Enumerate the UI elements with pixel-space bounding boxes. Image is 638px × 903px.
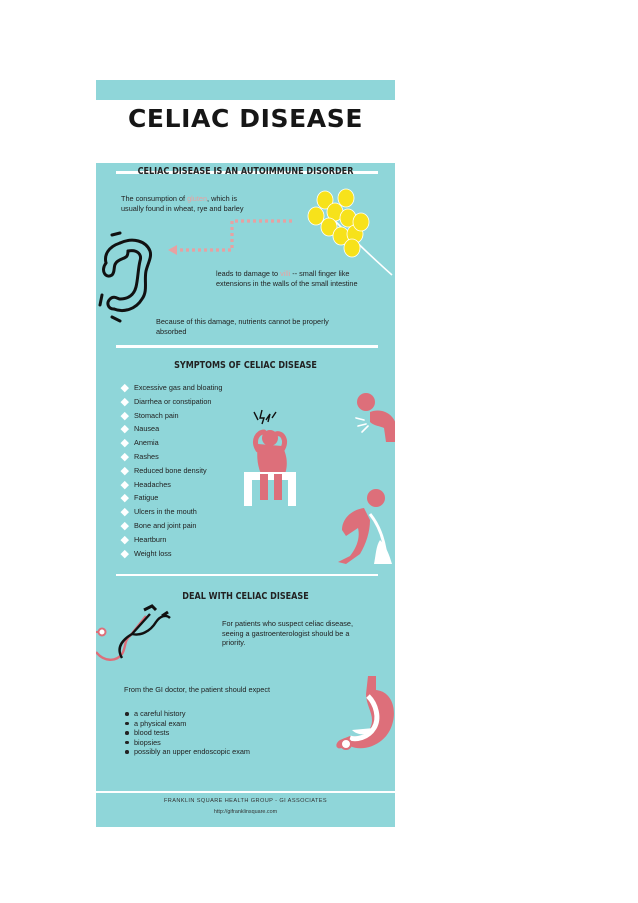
symptom-label: Diarrhea or constipation (134, 396, 212, 406)
arrow-left-icon (166, 212, 296, 262)
section2-divider (116, 574, 378, 576)
headache-person-icon (236, 410, 316, 506)
footer-divider (96, 791, 395, 793)
symptom-label: Bone and joint pain (134, 520, 197, 530)
villi-text-end: -- small finger like extensions in the walls of the small intestine (216, 269, 358, 288)
diamond-bullet-icon (121, 425, 129, 433)
diamond-bullet-icon (121, 480, 129, 488)
villi-text (216, 269, 376, 288)
diamond-bullet-icon (121, 384, 129, 392)
symptom-label: Headaches (134, 479, 171, 489)
section3-heading: DEAL WITH CELIAC DISEASE (182, 591, 309, 602)
symptom-item (120, 548, 222, 562)
symptom-item (120, 451, 222, 465)
gluten-text-start: The consumption of (121, 194, 188, 203)
section2-heading: SYMPTOMS OF CELIAC DISEASE (174, 360, 317, 371)
expectation-label: blood tests (134, 728, 170, 738)
stomach-pain-person-icon (330, 484, 395, 564)
gluten-text-end: , which is usually found in wheat, rye and barley (121, 194, 244, 213)
symptom-item (120, 479, 222, 493)
diamond-bullet-icon (121, 494, 129, 502)
bullet-dot-icon (125, 712, 129, 716)
bullet-dot-icon (125, 741, 129, 745)
section1-divider (116, 345, 378, 348)
footer-org: FRANKLIN SQUARE HEALTH GROUP - GI ASSOCIATES (163, 798, 328, 804)
gluten-text (121, 194, 261, 213)
expectation-label: a physical exam (134, 718, 187, 728)
symptom-item (120, 410, 222, 424)
vomiting-person-icon (352, 386, 395, 446)
symptom-item (120, 423, 222, 437)
symptom-label: Heartburn (134, 534, 167, 544)
wheat-grain-icon (294, 180, 394, 275)
diamond-bullet-icon (121, 522, 129, 530)
symptom-label: Ulcers in the mouth (134, 507, 197, 517)
diamond-bullet-icon (121, 508, 129, 516)
diamond-bullet-icon (121, 536, 129, 544)
expectation-item (124, 709, 264, 719)
symptom-label: Excessive gas and bloating (134, 383, 223, 392)
symptom-label: Anemia (134, 438, 159, 448)
stomach-organ-icon (332, 676, 395, 756)
bullet-dot-icon (125, 731, 129, 735)
diamond-bullet-icon (121, 453, 129, 461)
bullet-dot-icon (125, 722, 129, 726)
symptom-item (120, 465, 222, 479)
symptom-label: Rashes (134, 451, 159, 461)
diamond-bullet-icon (121, 467, 129, 475)
expectation-item (124, 747, 264, 757)
symptom-item (120, 492, 222, 506)
patients-text: For patients who suspect celiac disease, seeing a gastroenterologist should be a priority. (222, 619, 354, 648)
expectation-list (124, 709, 264, 757)
footer-url: http://gifranklinsquare.com (213, 809, 278, 815)
symptom-label: Nausea (134, 424, 160, 434)
symptom-label: Fatigue (134, 493, 159, 503)
symptom-item (120, 437, 222, 451)
diamond-bullet-icon (121, 549, 129, 557)
expectation-label: possibly an upper endoscopic exam (134, 747, 251, 757)
symptom-label: Stomach pain (134, 410, 179, 420)
symptom-item (120, 506, 222, 520)
absorb-text: Because of this damage, nutrients cannot be properly absorbed (156, 317, 329, 336)
diamond-bullet-icon (121, 398, 129, 406)
expectation-item (124, 738, 264, 748)
expectation-label: a careful history (134, 709, 186, 718)
infographic-poster (96, 80, 395, 827)
symptom-list (120, 382, 222, 561)
symptom-item (120, 534, 222, 548)
expectation-item (124, 719, 264, 729)
symptom-label: Reduced bone density (134, 465, 207, 475)
expectation-label: biopsies (134, 737, 161, 747)
symptom-label: Weight loss (134, 548, 172, 558)
symptom-item (120, 520, 222, 534)
diamond-bullet-icon (121, 411, 129, 419)
bullet-dot-icon (125, 750, 129, 754)
page-title: CELIAC DISEASE (127, 104, 364, 133)
villi-highlight: villi (280, 269, 291, 278)
stethoscope-icon (96, 600, 172, 664)
villi-text-start: leads to damage to (216, 269, 281, 278)
section1-heading: CELIAC DISEASE IS AN AUTOIMMUNE DISORDER (137, 166, 354, 177)
gluten-highlight: gluten (187, 194, 208, 203)
expectation-item (124, 728, 264, 738)
symptom-item (120, 382, 222, 396)
diamond-bullet-icon (121, 439, 129, 447)
intestine-icon (98, 225, 168, 325)
expect-text: From the GI doctor, the patient should expect (124, 685, 271, 694)
symptom-item (120, 396, 222, 410)
